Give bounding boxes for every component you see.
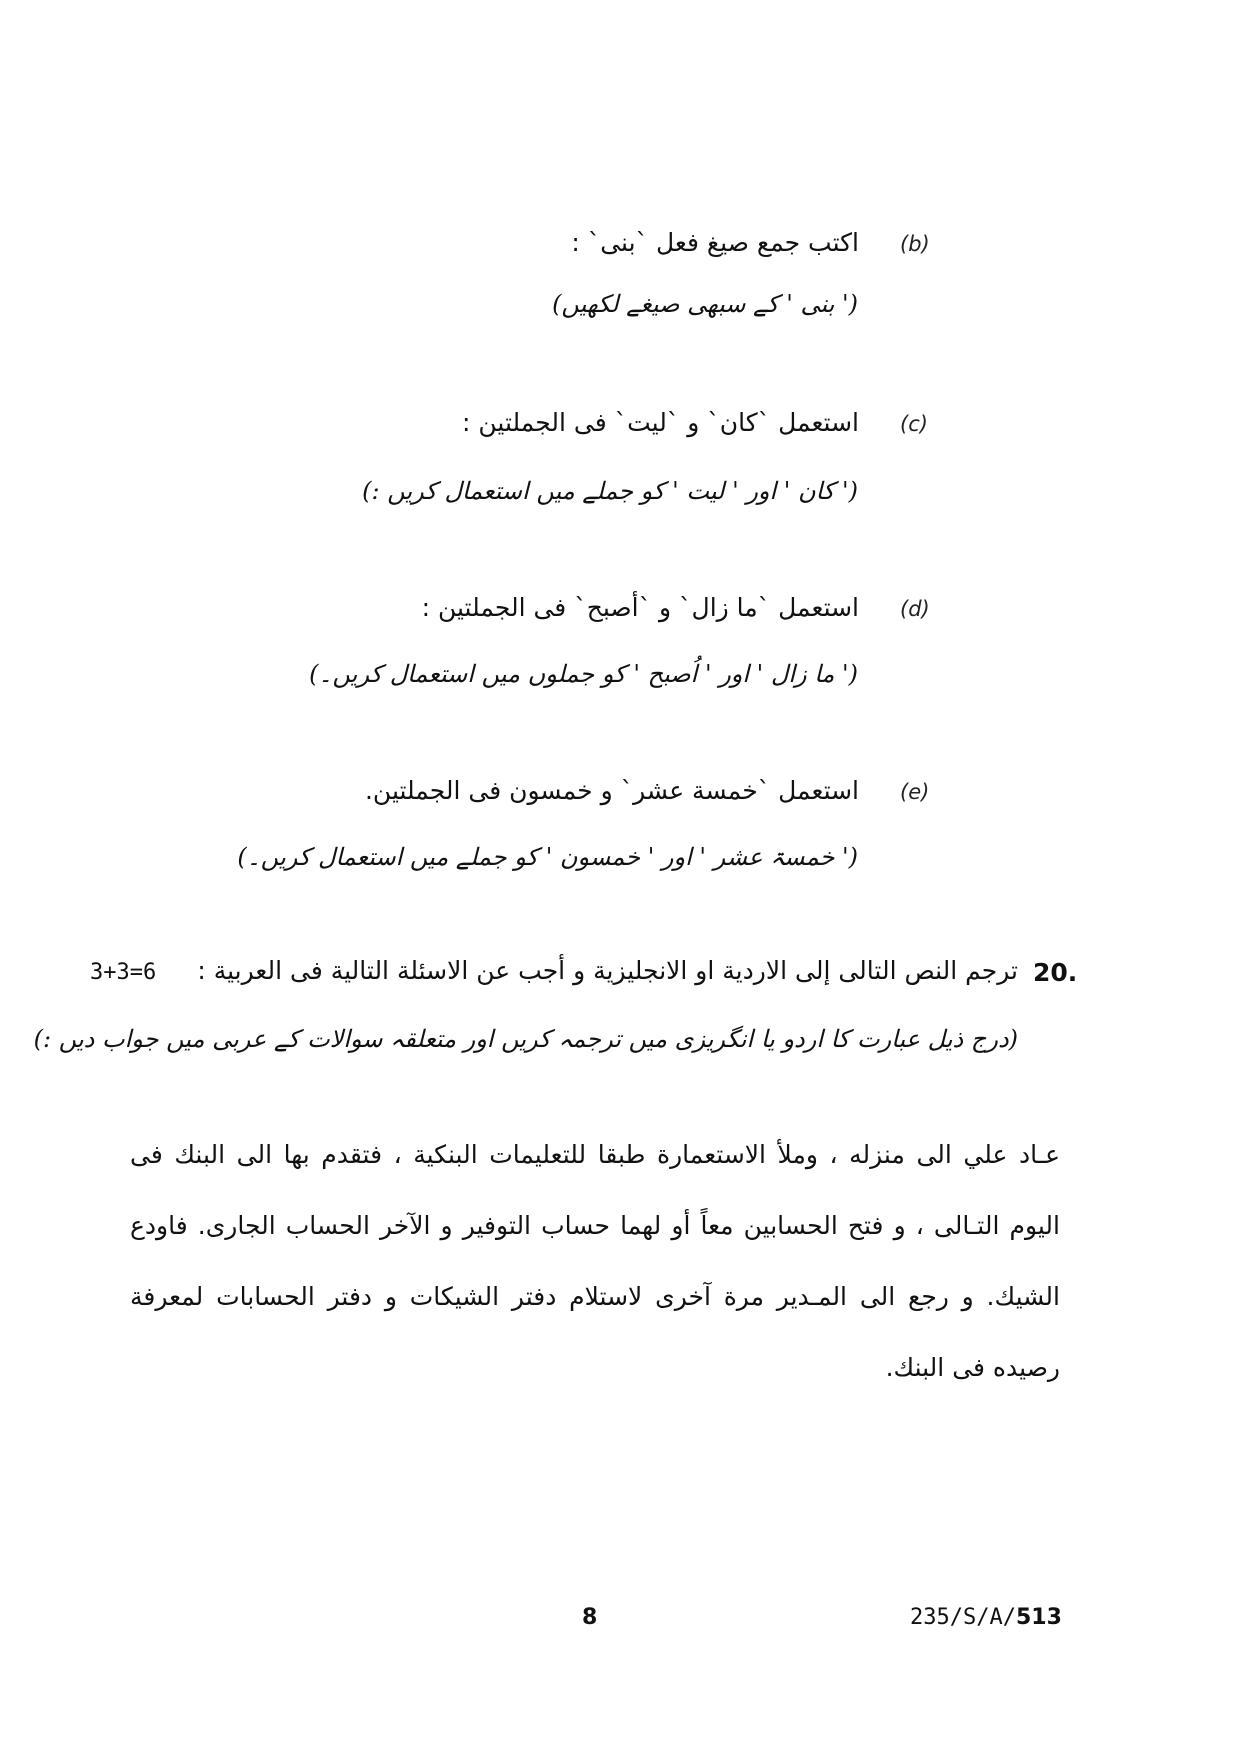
item-d-label: (d): [900, 597, 930, 621]
item-d-urdu: (' ما زال ' اور ' اُصبح ' کو جملوں میں استعمال کریں۔): [309, 660, 858, 688]
item-b-arabic: اكتب جمع صيغ فعل `بنى` :: [571, 228, 859, 257]
question-number: 20.: [1033, 958, 1078, 987]
paper-code-suffix: 513: [1015, 1605, 1062, 1630]
item-d-arabic: استعمل `ما زال` و `أصبح` فى الجملتين :: [421, 593, 859, 622]
item-c-urdu: (' کان ' اور ' لیت ' کو جملے میں استعمال کریں :): [362, 477, 858, 505]
question-passage: عـاد علي الى منزله ، وملأ الاستعمارة طبقا للتعليمات البنكية ، فتقدم بها الى البنك فى اليوم التـالى ، و فتح الحسابين معاً أو لهما حساب التوفير و الآخر الحساب الجارى. فاودع الشيك. و رجع الى المـدير مرة آخرى لاستلام دفتر الشيكات و دفتر الحسابات لمعرفة رصيده فى البنك.: [130, 1140, 1060, 1382]
item-c-arabic: استعمل `كان` و `ليت` فى الجملتين :: [462, 408, 859, 437]
item-b-urdu: (' بنی ' کے سبھی صیغے لکھیں): [552, 290, 858, 318]
paper-code: [910, 1605, 1062, 1630]
question-prompt: ترجم النص التالى إلى الاردية او الانجليزية و أجب عن الاسئلة التالية فى العربية :: [197, 956, 1018, 985]
question-urdu-instruction: (درج ذیل عبارت کا اردو یا انگریزی میں ترجمہ کریں اور متعلقہ سوالات کے عربی میں جواب دیں :): [33, 1025, 1018, 1053]
item-e-arabic: استعمل `خمسة عشر` و خمسون فى الجملتين.: [364, 776, 859, 805]
item-e-label: (e): [900, 780, 930, 804]
item-c-label: (c): [900, 412, 928, 436]
page-number: 8: [582, 1605, 598, 1630]
item-e-urdu: (' خمسۃ عشر ' اور ' خمسون ' کو جملے میں استعمال کریں۔): [237, 843, 858, 871]
item-b-label: (b): [900, 232, 930, 256]
question-marks: 3+3=6: [90, 960, 157, 985]
paper-code-prefix: 235/S/A/: [910, 1605, 1016, 1630]
